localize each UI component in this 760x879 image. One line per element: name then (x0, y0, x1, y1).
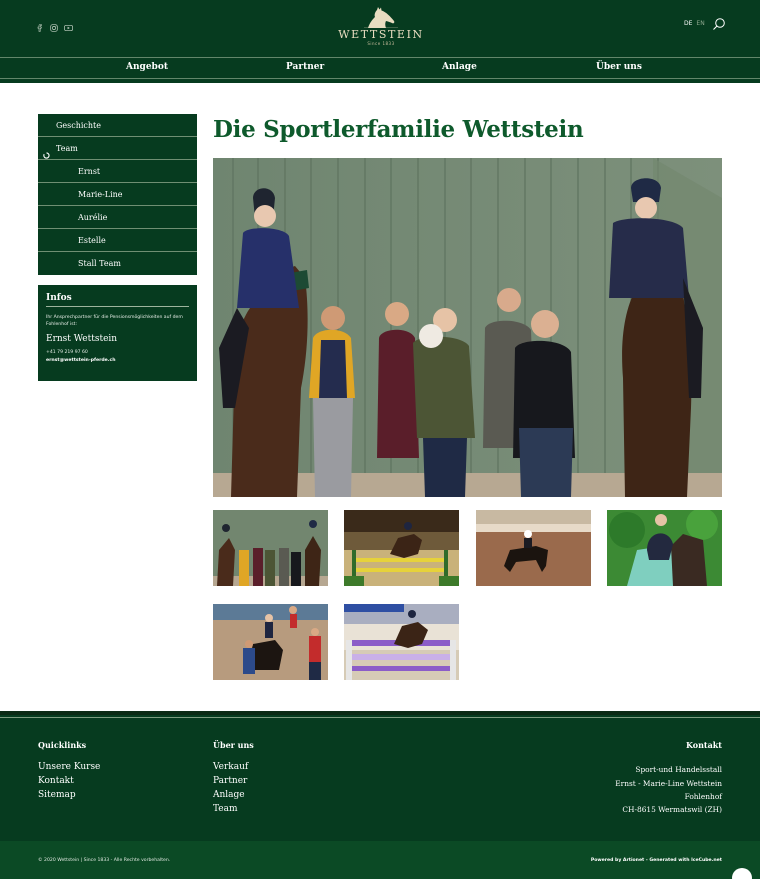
search-icon[interactable] (712, 16, 726, 30)
sidebar-item-stall-team[interactable] (38, 252, 197, 275)
page-title: Die Sportlerfamilie Wettstein (213, 116, 584, 143)
footer-address-line-4: CH-8615 Wermatswil (ZH) (622, 805, 722, 814)
nav-item-anlage[interactable]: Anlage (442, 62, 477, 72)
nav-item-partner[interactable]: Partner (286, 62, 325, 72)
footer-link-kontakt[interactable]: Kontakt (38, 776, 74, 786)
sidebar-item-geschichte[interactable] (38, 114, 197, 137)
footer-link-unsere-kurse[interactable]: Unsere Kurse (38, 762, 101, 772)
infos-email[interactable]: ernst@wettstein-pferde.ch (46, 358, 116, 363)
main-navigation (0, 60, 760, 76)
logo-wordmark: WETTSTEIN (338, 28, 424, 41)
footer-link-team[interactable]: Team (213, 804, 238, 814)
footer-address-line-3: Fohlenhof (684, 792, 722, 801)
footer-link-anlage[interactable]: Anlage (213, 790, 245, 800)
gallery-thumbnail-2[interactable] (344, 510, 459, 586)
facebook-icon[interactable] (36, 17, 44, 25)
infos-text: Ihr Ansprechpartner für die Pensionsmöglichkeiten auf dem Fohlenhof ist: (46, 315, 183, 327)
infos-phone[interactable]: +41 79 219 97 60 (46, 350, 88, 355)
sidebar-navigation (38, 114, 197, 275)
gallery-thumbnail-4[interactable] (607, 510, 722, 586)
sidebar-item-team[interactable] (38, 137, 197, 160)
footer-border (0, 711, 760, 715)
copyright-text: © 2020 Wettstein | Since 1833 - Alle Rechte vorbehalten. (38, 858, 171, 863)
sidebar-item-estelle[interactable] (38, 229, 197, 252)
gallery-thumbnail-5[interactable] (213, 604, 328, 680)
nav-divider-top (0, 57, 760, 58)
infos-box (38, 285, 197, 381)
footer-quicklinks-title: Quicklinks (38, 740, 87, 750)
gallery-thumbnail-1[interactable] (213, 510, 328, 586)
lang-de[interactable]: DE (684, 20, 693, 27)
sidebar-item-label: Team (56, 144, 78, 153)
sidebar-item-marie-line[interactable] (38, 183, 197, 206)
language-switcher (684, 20, 705, 27)
infos-contact-name: Ernst Wettstein (46, 334, 118, 344)
horse-head-logo-icon (364, 6, 398, 28)
sidebar-item-label: Estelle (78, 236, 106, 245)
footer-address-line-2: Ernst - Marie-Line Wettstein (615, 779, 722, 788)
footer-link-partner[interactable]: Partner (213, 776, 248, 786)
infos-title: Infos (46, 293, 189, 307)
powered-by-link[interactable]: Powered by Artionet - Generated with IceCube.net (590, 858, 722, 863)
site-logo[interactable] (336, 6, 426, 50)
site-header (0, 0, 760, 83)
youtube-icon[interactable] (64, 17, 72, 25)
footer-link-verkauf[interactable]: Verkauf (213, 762, 249, 772)
logo-tagline: Since 1833 (367, 41, 395, 46)
social-links (36, 17, 72, 25)
nav-divider-bottom (0, 78, 760, 79)
sidebar-item-label: Geschichte (56, 121, 102, 130)
sidebar-item-label: Stall Team (78, 259, 121, 268)
sidebar-item-ernst[interactable] (38, 160, 197, 183)
sidebar-item-label: Aurélie (78, 213, 108, 222)
gallery-thumbnail-3[interactable] (476, 510, 591, 586)
sidebar-item-label: Marie-Line (78, 190, 123, 199)
hero-image[interactable] (213, 158, 722, 497)
footer-contact-title: Kontakt (685, 740, 722, 750)
footer-divider (0, 717, 760, 718)
nav-item-angebot[interactable]: Angebot (126, 62, 168, 72)
instagram-icon[interactable] (50, 17, 58, 25)
footer-address-line-1: Sport-und Handelsstall (635, 765, 722, 774)
footer-about-title: Über uns (213, 740, 254, 750)
sidebar-item-aurelie[interactable] (38, 206, 197, 229)
nav-item-ueber-uns[interactable]: Über uns (596, 62, 642, 72)
sidebar-item-label: Ernst (78, 167, 101, 176)
footer-link-sitemap[interactable]: Sitemap (38, 790, 76, 800)
expanded-circle-icon (43, 145, 50, 152)
gallery-thumbnail-6[interactable] (344, 604, 459, 680)
lang-en[interactable]: EN (696, 20, 705, 27)
